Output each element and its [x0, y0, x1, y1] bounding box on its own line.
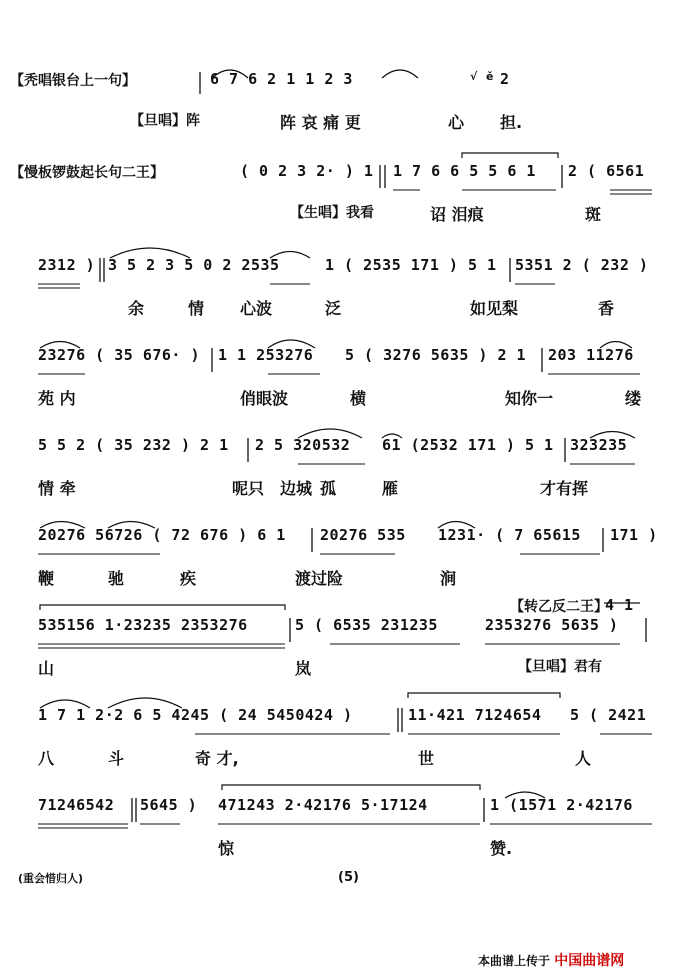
lyric-text: 余: [128, 299, 145, 318]
slur: [505, 792, 545, 798]
music-text: 323235: [570, 436, 628, 454]
music-text: 71246542: [38, 796, 115, 814]
upload-text: 本曲谱上传于: [478, 954, 551, 968]
slur: [382, 70, 418, 78]
lyric-text: 情: [188, 299, 205, 318]
lyric-text: 如见梨: [470, 299, 519, 318]
lyric-text: 涧: [440, 569, 457, 588]
lyric-text: 心: [448, 113, 465, 132]
music-text: 2312 ): [38, 256, 96, 274]
slur: [382, 434, 402, 438]
music-text: 2 5 320532: [255, 436, 351, 454]
lyric-text: 苑 内: [38, 389, 76, 408]
slur: [268, 340, 315, 348]
lyric-text: 赞.: [490, 839, 513, 858]
lyric-text: 山: [38, 659, 55, 678]
lyric-text: 横: [350, 389, 367, 408]
lyric-text: 雁: [382, 479, 399, 498]
music-text: 5351 2 ( 232 ): [515, 256, 649, 274]
slur: [438, 522, 475, 529]
lyric-text: 知你一: [505, 389, 554, 408]
music-text: 【秃唱银台上一句】: [10, 73, 136, 89]
music-text: 11·421 7124654: [408, 706, 542, 724]
music-text: 23276 ( 35 676· ): [38, 346, 201, 364]
music-text: 203 11276: [548, 346, 634, 364]
slur: [108, 698, 182, 708]
music-text: 5 ( 6535 231235: [295, 616, 438, 634]
marker-text: 4 1: [605, 596, 634, 614]
lyric-text: 呢只: [232, 479, 265, 498]
tie: [222, 785, 480, 790]
music-text: 2: [500, 70, 510, 88]
lyric-text: 情 牵: [38, 479, 76, 498]
music-text: ( 0 2 3 2· ) 1: [240, 162, 374, 180]
music-text: 【慢板锣鼓起长句二王】: [10, 165, 164, 181]
lyric-text: 世: [418, 749, 435, 768]
music-text: 5645 ): [140, 796, 198, 814]
lyric-text: 泛: [325, 299, 342, 318]
lyric-text: 【生唱】我看: [290, 205, 374, 221]
music-text: 20276 56726 ( 72 676 ) 6 1: [38, 526, 286, 544]
music-text: ě: [486, 70, 494, 83]
music-text: 1231· ( 7 65615: [438, 526, 581, 544]
music-text: √: [470, 70, 478, 83]
music-text: 1 ( 2535 171 ) 5 1: [325, 256, 497, 274]
lyric-text: 阵 哀 痛 更: [280, 113, 361, 132]
lyric-text: 人: [575, 749, 592, 768]
music-text: 20276 535: [320, 526, 406, 544]
tie: [462, 153, 558, 158]
music-text: 5 ( 2421: [570, 706, 647, 724]
music-text: 1 7 6 6 5 5 6 1: [393, 162, 536, 180]
slur: [270, 252, 310, 259]
tie: [408, 693, 560, 698]
lyric-text: 边城: [280, 479, 313, 498]
lyric-text: 心波: [240, 299, 273, 318]
music-text: 5 ( 3276 5635 ) 2 1: [345, 346, 527, 364]
upload-note: [478, 950, 624, 970]
music-text: 5 5 2 ( 35 232 ) 2 1: [38, 436, 229, 454]
lyric-text: 八: [38, 749, 55, 768]
work-title: (重会惜归人): [18, 872, 84, 885]
lyric-text: 驰: [108, 569, 125, 588]
lyric-text: 俏眼波: [240, 389, 289, 408]
marker-text: 【转乙反二王】: [510, 599, 608, 615]
slur: [40, 522, 85, 529]
lyric-text: 【旦唱】阵: [130, 113, 200, 129]
music-text: 3 5 2 3 5 0 2 2535: [108, 256, 280, 274]
lyric-text: 孤: [320, 479, 337, 498]
music-text: 171 ): [610, 526, 658, 544]
lyric-text: 惊: [218, 839, 235, 858]
lyric-text: 斑: [585, 205, 602, 224]
lyric-text: 渡过险: [295, 569, 344, 588]
slur: [590, 432, 635, 439]
lyric-text: 斗: [108, 749, 125, 768]
site-logo: 中国曲谱网: [554, 953, 625, 969]
music-text: 1 (1571 2·42176: [490, 796, 633, 814]
music-text: 2353276 5635 ): [485, 616, 619, 634]
slur: [298, 429, 362, 438]
music-text: 1 1 253276: [218, 346, 314, 364]
lyric-text: 疾: [180, 569, 197, 588]
music-text: 61 (2532 171 ) 5 1: [382, 436, 554, 454]
slur: [40, 342, 80, 349]
lyric-text: 【旦唱】君有: [518, 659, 602, 675]
page-number: (5): [338, 870, 359, 885]
slur: [212, 70, 248, 78]
lyric-text: 鞭: [38, 569, 55, 588]
lyric-text: 才有挥: [540, 479, 589, 498]
lyric-text: 担.: [500, 113, 523, 132]
music-text: 471243 2·42176 5·17124: [218, 796, 428, 814]
tie: [40, 605, 285, 610]
music-text: 6 7 6 2 1 1 2 3: [210, 70, 353, 88]
lyric-text: 缕: [625, 389, 642, 408]
lyric-text: 岚: [295, 659, 312, 678]
music-text: 1 7 1 2·2 6 5 4245 ( 24 5450424 ): [38, 706, 353, 724]
slur: [600, 342, 632, 349]
lyric-text: 香: [598, 299, 615, 318]
lyric-text: 奇 才,: [195, 749, 239, 768]
slur: [110, 248, 190, 258]
slur: [40, 700, 90, 708]
music-text: 2 ( 6561: [568, 162, 645, 180]
lyric-text: 诏 泪痕: [430, 205, 484, 224]
music-text: 535156 1·23235 2353276: [38, 616, 248, 634]
slur: [108, 522, 155, 529]
